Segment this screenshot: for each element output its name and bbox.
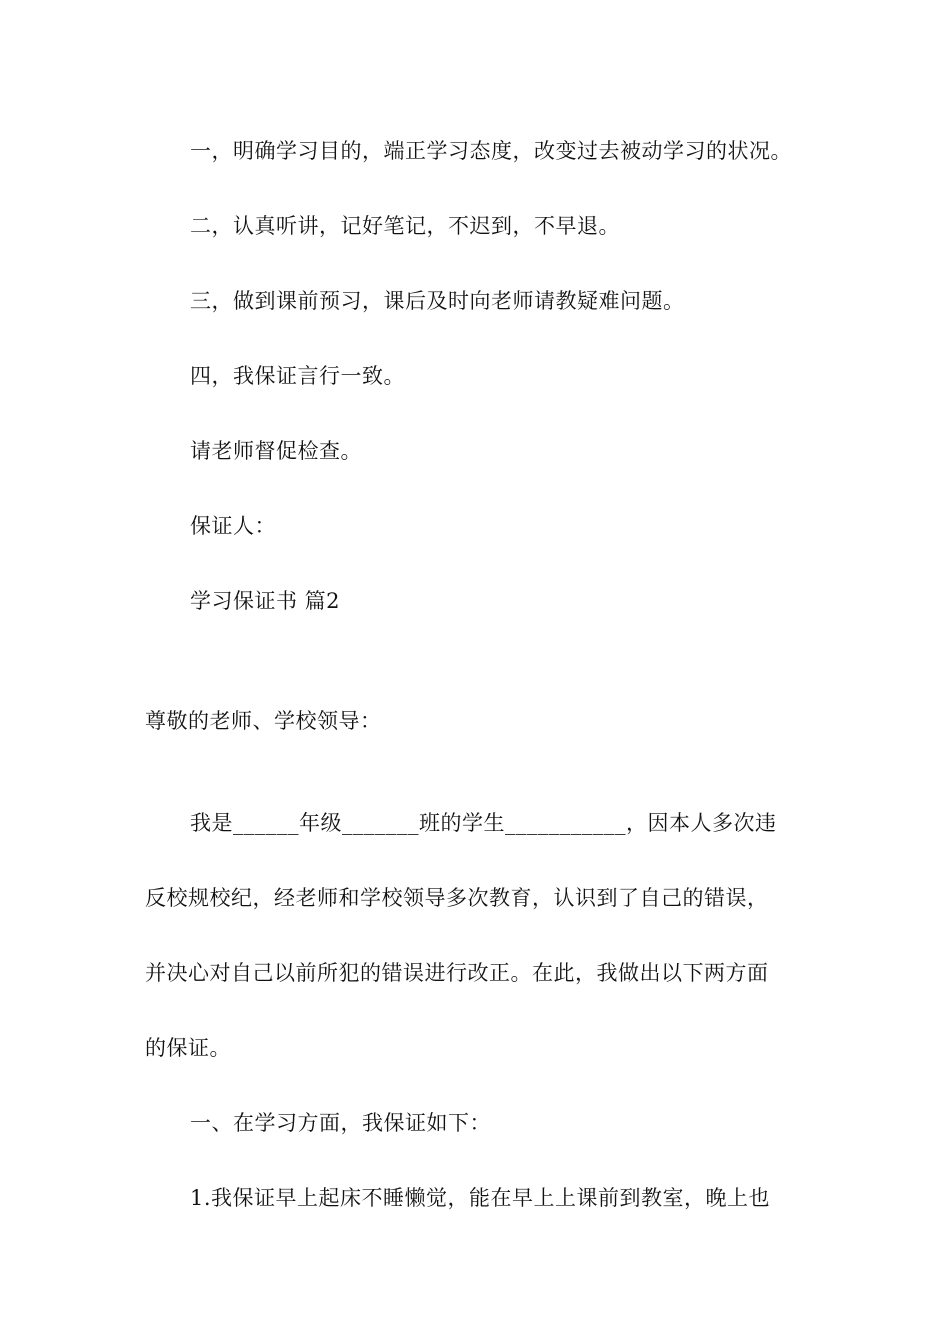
paragraph-line: 反校规校纪，经老师和学校领导多次教育，认识到了自己的错误， <box>145 886 769 910</box>
paragraph-line: 二，认真听讲，记好笔记，不迟到，不早退。 <box>190 214 620 238</box>
paragraph-line: 我是______年级_______班的学生___________，因本人多次违 <box>190 811 777 835</box>
paragraph-line: 三，做到课前预习，课后及时向老师请教疑难问题。 <box>190 289 685 313</box>
paragraph-line: 一，明确学习目的，端正学习态度，改变过去被动学习的状况。 <box>190 139 792 163</box>
paragraph-line: 并决心对自己以前所犯的错误进行改正。在此，我做出以下两方面 <box>145 961 769 985</box>
signature-label: 保证人： <box>190 514 276 538</box>
salutation: 尊敬的老师、学校领导： <box>145 709 382 733</box>
paragraph-line: 一、在学习方面，我保证如下： <box>190 1111 491 1135</box>
section-heading: 学习保证书 篇2 <box>190 589 341 613</box>
paragraph-line: 1.我保证早上起床不睡懒觉，能在早上上课前到教室，晚上也 <box>190 1186 771 1210</box>
paragraph-line: 四，我保证言行一致。 <box>190 364 405 388</box>
paragraph-line: 请老师督促检查。 <box>190 439 362 463</box>
paragraph-line: 的保证。 <box>145 1036 231 1060</box>
